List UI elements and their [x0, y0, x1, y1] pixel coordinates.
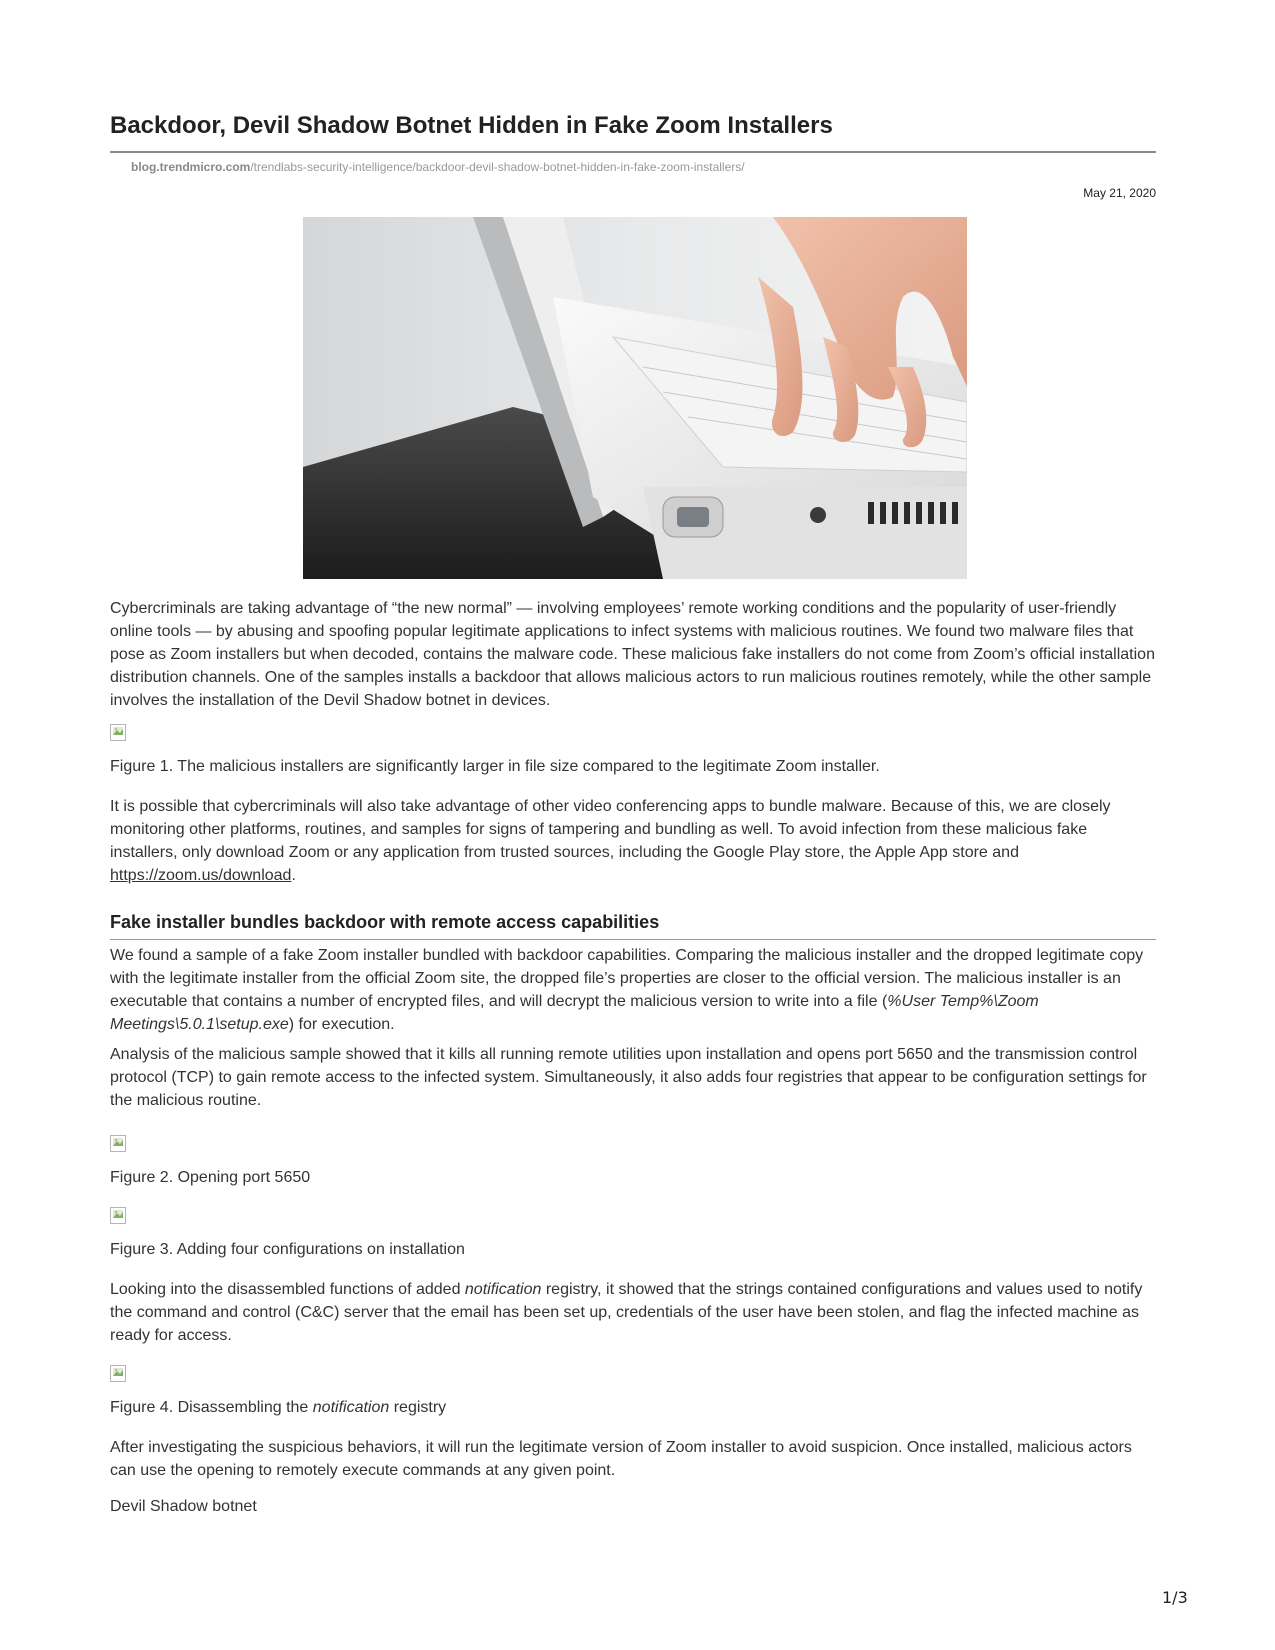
paragraph-4-text: Analysis of the malicious sample showed that it kills all running remote utilities upon installation and opens port 5650 and the transmission control protocol (TCP) to gain remote access to the infected system. Simultaneously, it also adds four registries that appear to be configuration settings for the malicious routine.	[110, 1046, 1147, 1109]
broken-image-icon	[110, 1365, 126, 1382]
intro-paragraph	[110, 597, 1156, 712]
paragraph-5-end: registry, it showed that the strings contained configurations and values used to notify the command and control (C&C) server that the email has been set up, credentials of the user have been stolen, and flag the infected machine as ready for access.	[110, 1281, 1143, 1344]
publish-date: May 21, 2020	[1083, 186, 1156, 200]
broken-image-icon	[110, 1135, 126, 1152]
paragraph-6-text: After investigating the suspicious behaviors, it will run the legitimate version of Zoom installer to avoid suspicion. Once installed, malicious actors can use the opening to remotely execute commands at any given point.	[110, 1439, 1132, 1479]
paragraph-3-text: We found a sample of a fake Zoom installer bundled with backdoor capabilities. Comparing the malicious installer and the dropped legitimate copy with the legitimate installer from the official Zoom site, the dropped file’s properties are closer to the official version. The malicious installer is an executable that contains a number of encrypted files, and will decrypt the malicious version to write into a file (	[110, 947, 1144, 1010]
intro-text: Cybercriminals are taking advantage of “the new normal” — involving employees’ remote working conditions and the popularity of user-friendly online tools — by abusing and spoofing popular legitimate applications to infect systems with malicious routines. We found two malware files that pose as Zoom installers but when decoded, contains the malware code. These malicious fake installers do not come from Zoom’s official installation distribution channels. One of the samples installs a backdoor that allows malicious actors to run malicious routines remotely, while the other sample involves the installation of the Devil Shadow botnet in devices.	[110, 600, 1155, 709]
file-path: %User Temp%\Zoom Meetings\5.0.1\setup.exe	[110, 993, 1039, 1033]
broken-image-icon	[110, 724, 126, 741]
paragraph-5-start: Looking into the disassembled functions of added	[110, 1281, 465, 1298]
section-heading: Fake installer bundles backdoor with remote access capabilities	[110, 912, 660, 932]
paragraph-4	[110, 1043, 1156, 1112]
section-divider	[110, 939, 1156, 940]
figure-4-em: notification	[312, 1399, 390, 1416]
article-title: Backdoor, Devil Shadow Botnet Hidden in Fake Zoom Installers	[110, 112, 833, 139]
broken-image-icon	[110, 1207, 126, 1224]
figure-1-caption: Figure 1. The malicious installers are significantly larger in file size compared to the legitimate Zoom installer.	[110, 758, 880, 775]
zoom-download-link[interactable]: https://zoom.us/download	[110, 867, 292, 884]
url-path: /trendlabs-security-intelligence/backdoor-devil-shadow-botnet-hidden-in-fake-zoom-installers/	[250, 160, 745, 174]
figure-4-caption	[110, 1398, 446, 1418]
laptop-typing-photo	[303, 217, 967, 579]
figure-4-end: registry	[389, 1399, 447, 1416]
paragraph-2	[110, 795, 1156, 887]
paragraph-5-em: notification	[464, 1281, 542, 1298]
paragraph-5	[110, 1278, 1156, 1347]
hero-illustration	[303, 217, 967, 579]
devil-shadow-heading: Devil Shadow botnet	[110, 1498, 257, 1515]
paragraph-2-text: It is possible that cybercriminals will also take advantage of other video conferencing apps to bundle malware. Because of this, we are closely monitoring other platforms, routines, and samples for signs of tampering and bundling as well. To avoid infection from these malicious fake installers, only download Zoom or any application from trusted sources, including the Google Play store, the Apple App store and	[110, 798, 1111, 861]
paragraph-3	[110, 944, 1156, 1036]
paragraph-3-end: ) for execution.	[288, 1016, 395, 1033]
title-divider	[110, 151, 1156, 153]
page-number: 1/3	[1162, 1588, 1188, 1607]
paragraph-2-end: .	[291, 867, 296, 884]
source-url[interactable]	[131, 160, 745, 175]
figure-3-caption: Figure 3. Adding four configurations on installation	[110, 1241, 465, 1258]
figure-4-start: Figure 4. Disassembling the	[110, 1399, 313, 1416]
url-domain: blog.trendmicro.com	[131, 160, 251, 174]
figure-2-caption: Figure 2. Opening port 5650	[110, 1169, 311, 1186]
paragraph-6	[110, 1436, 1156, 1482]
